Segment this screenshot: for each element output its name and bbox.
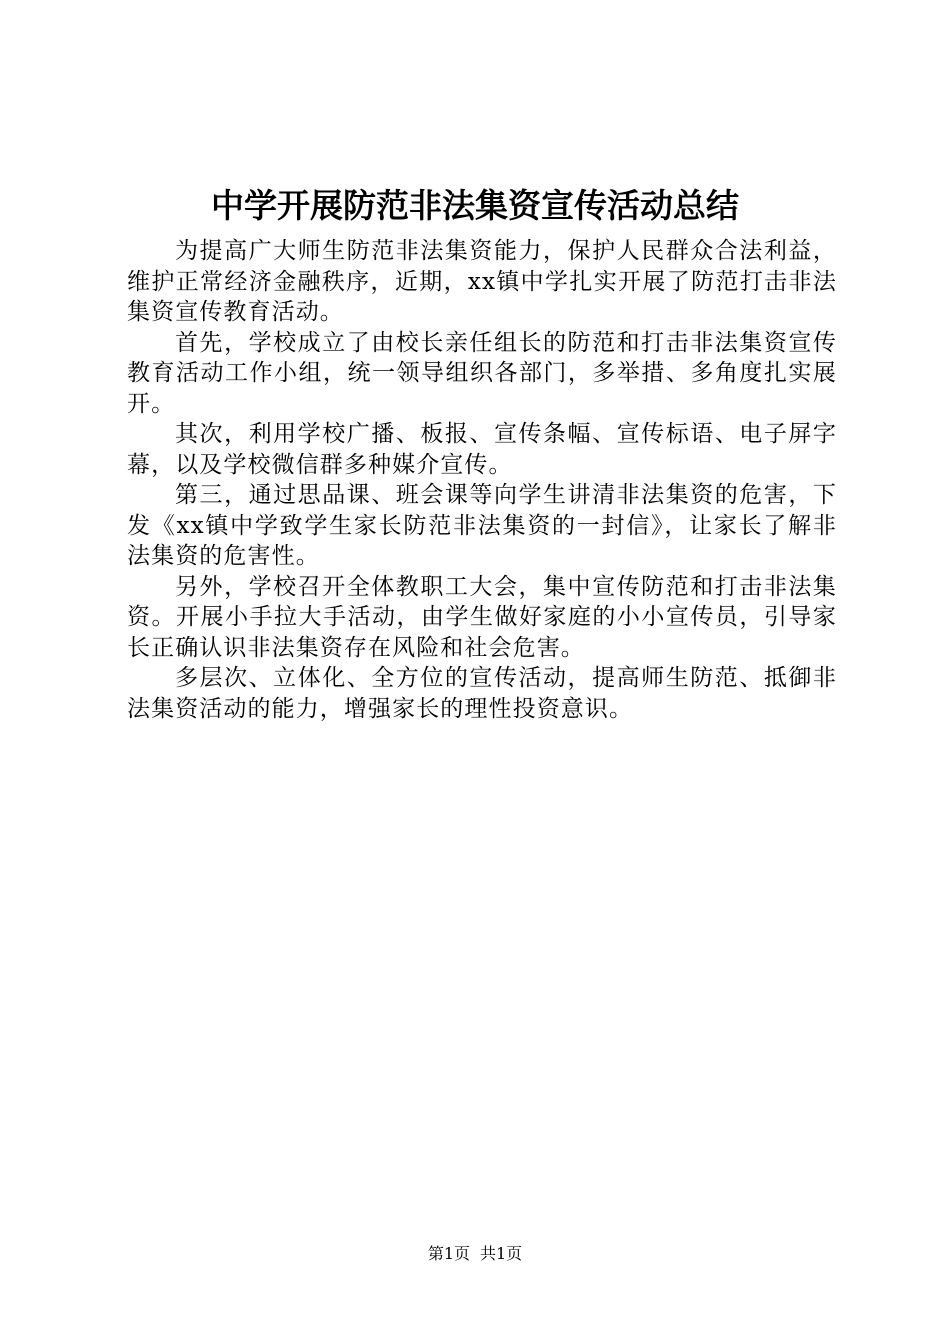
paragraph-intro: 为提高广大师生防范非法集资能力，保护人民群众合法利益，维护正常经济金融秩序，近期，xx镇中学扎实开展了防范打击非法集资宣传教育活动。 <box>127 238 837 325</box>
document-title: 中学开展防范非法集资宣传活动总结 <box>211 186 739 225</box>
page-footer <box>0 1243 950 1265</box>
document-body <box>127 236 837 724</box>
paragraph-conclusion: 多层次、立体化、全方位的宣传活动，提高师生防范、抵御非法集资活动的能力，增强家长的理性投资意识。 <box>127 665 837 722</box>
paragraph-additional: 另外，学校召开全体教职工大会，集中宣传防范和打击非法集资。开展小手拉大手活动，由学生做好家庭的小小宣传员，引导家长正确认识非法集资存在风险和社会危害。 <box>127 573 837 661</box>
paragraph-third: 第三，通过思品课、班会课等向学生讲清非法集资的危害，下发《xx镇中学致学生家长防范非法集资的一封信》，让家长了解非法集资的危害性。 <box>127 482 837 569</box>
page-total: 共1页 <box>480 1244 523 1263</box>
paragraph-second: 其次，利用学校广播、板报、宣传条幅、宣传标语、电子屏字幕，以及学校微信群多种媒介宣传。 <box>127 421 837 478</box>
page-number: 第1页 <box>427 1244 470 1263</box>
paragraph-first: 首先，学校成立了由校长亲任组长的防范和打击非法集资宣传教育活动工作小组，统一领导组织各部门，多举措、多角度扎实展开。 <box>127 329 837 417</box>
